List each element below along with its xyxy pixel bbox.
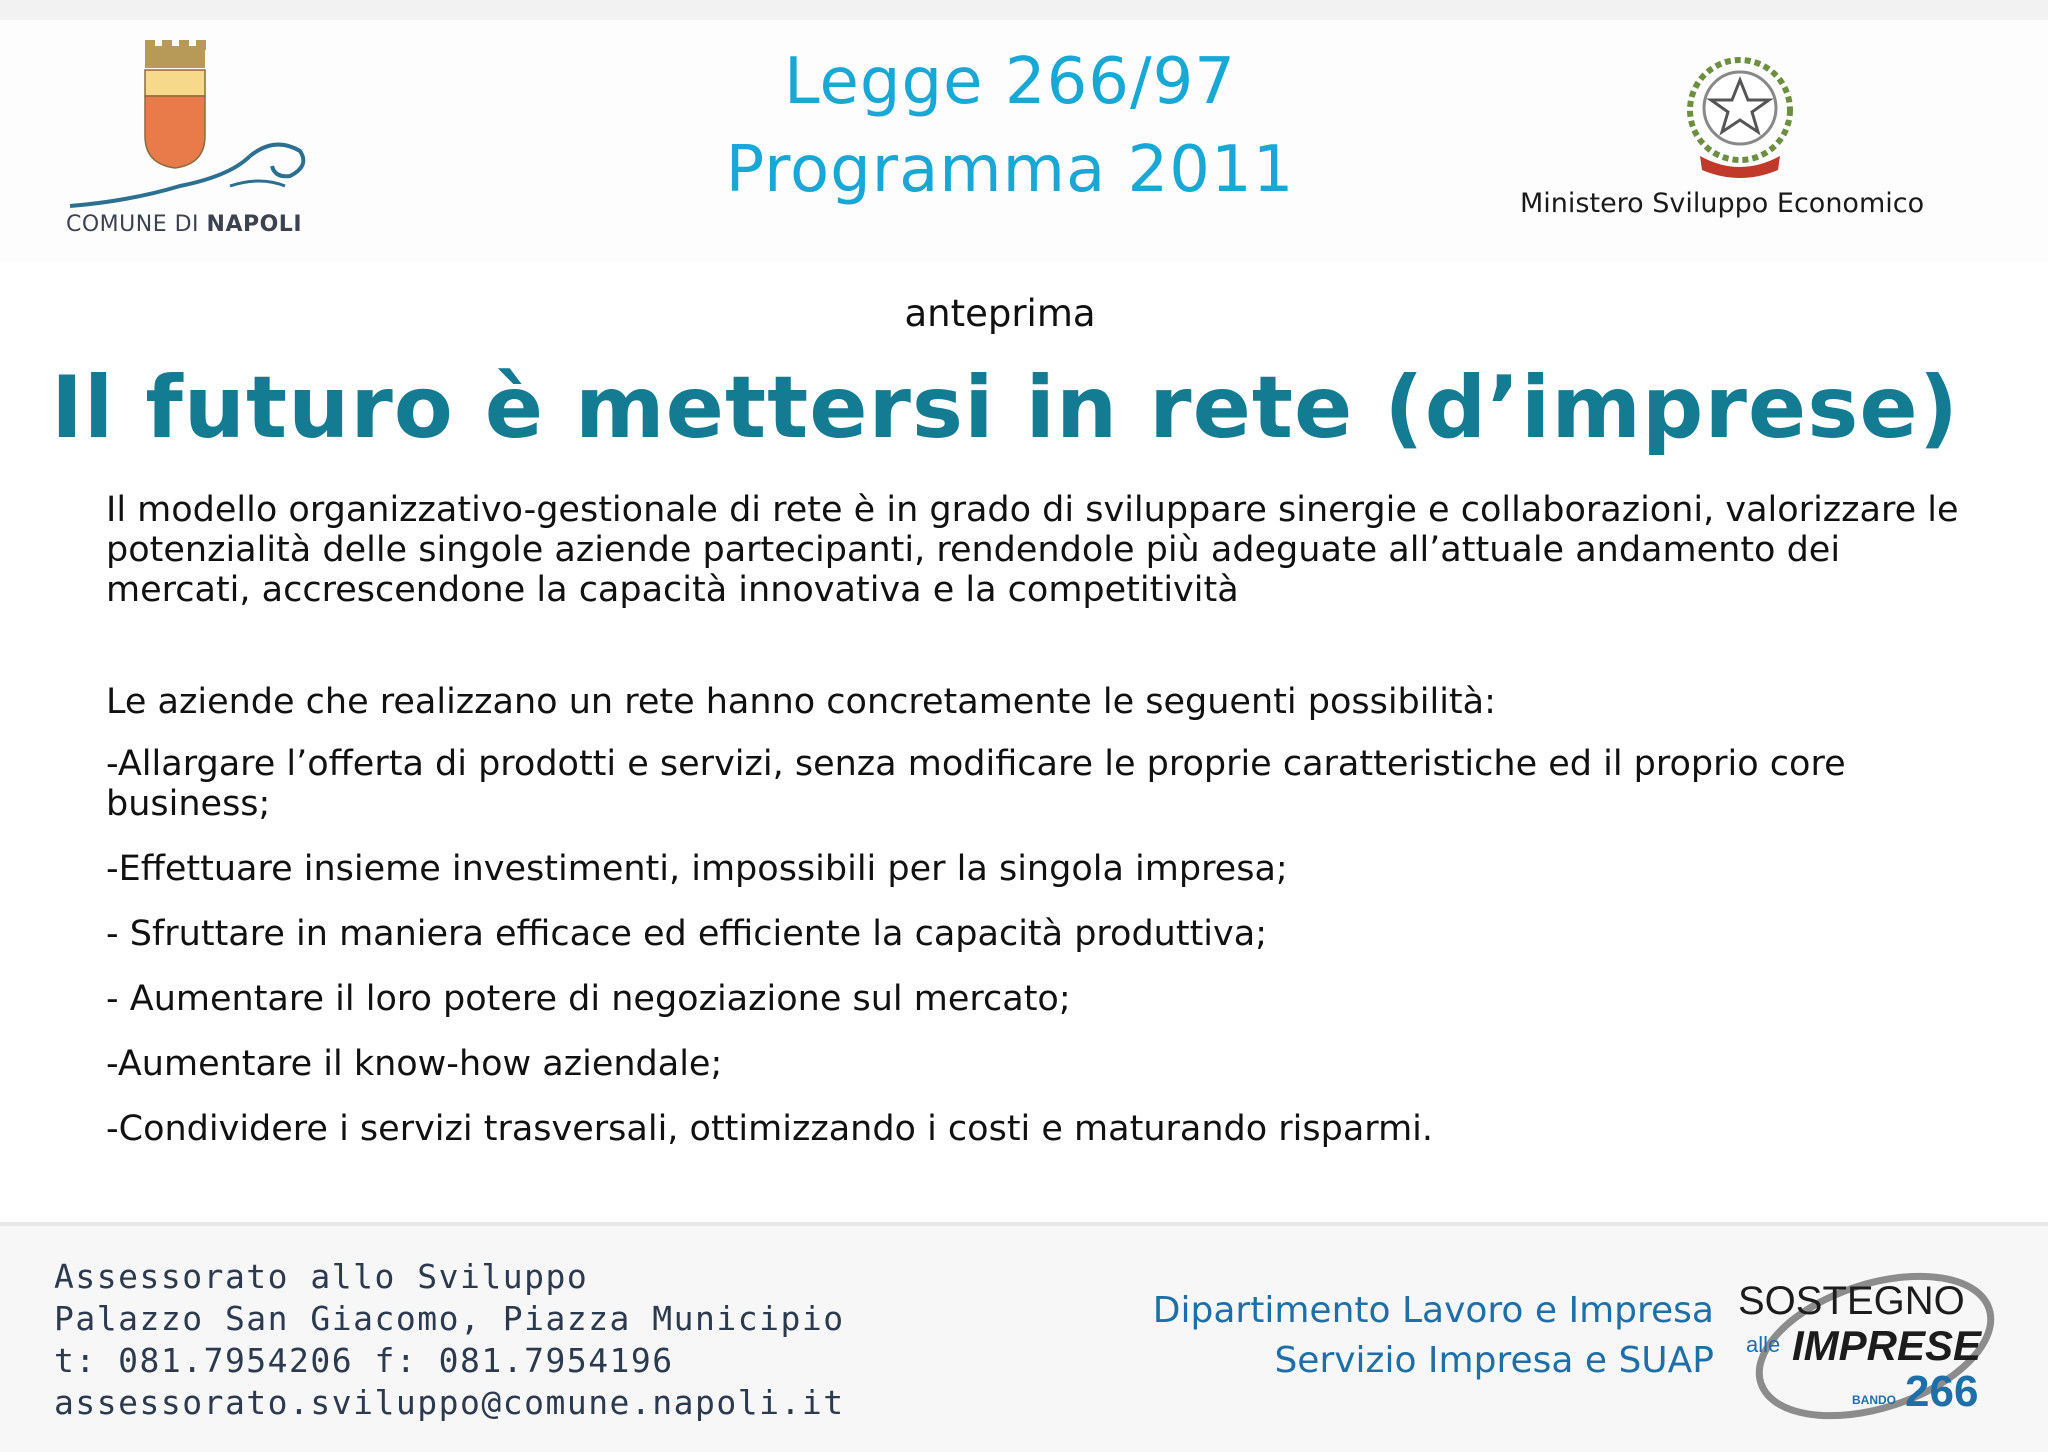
list-item: -Allargare l’offerta di prodotti e servizi, senza modificare le proprie caratteristiche ed il proprio core business; xyxy=(106,744,1846,824)
header-top-band xyxy=(0,0,2048,20)
list-item: -Condividere i servizi trasversali, ottimizzando i costi e maturando risparmi. xyxy=(106,1109,1434,1149)
logo-line-1: SOSTEGNO xyxy=(1738,1279,1965,1323)
logo-number: 266 xyxy=(1905,1367,1979,1416)
address-line: Palazzo San Giacomo, Piazza Municipio xyxy=(54,1299,845,1338)
list-item: -Effettuare insieme investimenti, impossibili per la singola impresa; xyxy=(106,849,1288,889)
logo-bando: BANDO xyxy=(1852,1393,1896,1407)
intro-paragraph xyxy=(106,490,1986,610)
department-line: Dipartimento Lavoro e Impresa xyxy=(1152,1290,1714,1331)
service-line: Servizio Impresa e SUAP xyxy=(1274,1340,1714,1381)
logo-line-2: IMPRESE xyxy=(1792,1322,1982,1369)
list-item: - Aumentare il loro potere di negoziazione sul mercato; xyxy=(106,979,1071,1019)
list-item: -Aumentare il know-how aziendale; xyxy=(106,1044,723,1084)
possibilities-list xyxy=(106,744,1976,1174)
list-item: - Sfruttare in maniera efficace ed efficiente la capacità produttiva; xyxy=(106,914,1267,954)
phone-fax-line: t: 081.7954206 f: 081.7954196 xyxy=(54,1341,674,1380)
headline: Il futuro è mettersi in rete (d’imprese) xyxy=(50,358,1960,458)
sostegno-imprese-logo-icon xyxy=(1730,1254,2020,1424)
ministry-label: Ministero Sviluppo Economico xyxy=(1520,188,1925,219)
header xyxy=(0,0,2048,265)
email-line: assessorato.sviluppo@comune.napoli.it xyxy=(54,1383,845,1422)
kicker: anteprima xyxy=(904,292,1096,335)
logo-alle: alle xyxy=(1746,1332,1781,1357)
comune-di-napoli-logo-text: COMUNE DI NAPOLI xyxy=(66,212,303,237)
address-line: Assessorato allo Sviluppo xyxy=(54,1257,589,1296)
footer xyxy=(0,1222,2048,1452)
italian-republic-emblem-icon xyxy=(1670,48,1810,188)
title-line-1: Legge 266/97 xyxy=(783,45,1237,119)
title-block xyxy=(680,38,1340,214)
title-line-2: Programma 2011 xyxy=(725,133,1295,207)
department-info xyxy=(1153,1286,1714,1386)
main-content xyxy=(0,262,2048,1222)
contact-address xyxy=(54,1256,845,1424)
paragraph-text: Il modello organizzativo-gestionale di rete è in grado di sviluppare sinergie e collaborazioni, valorizzare le potenzialità delle singole aziende partecipanti, rendendole più adeguate all’attuale andamento dei mercati, accrescendone la capacità innovativa e la competitività xyxy=(106,490,1959,610)
possibilities-intro: Le aziende che realizzano un rete hanno concretamente le seguenti possibilità: xyxy=(106,682,1496,722)
